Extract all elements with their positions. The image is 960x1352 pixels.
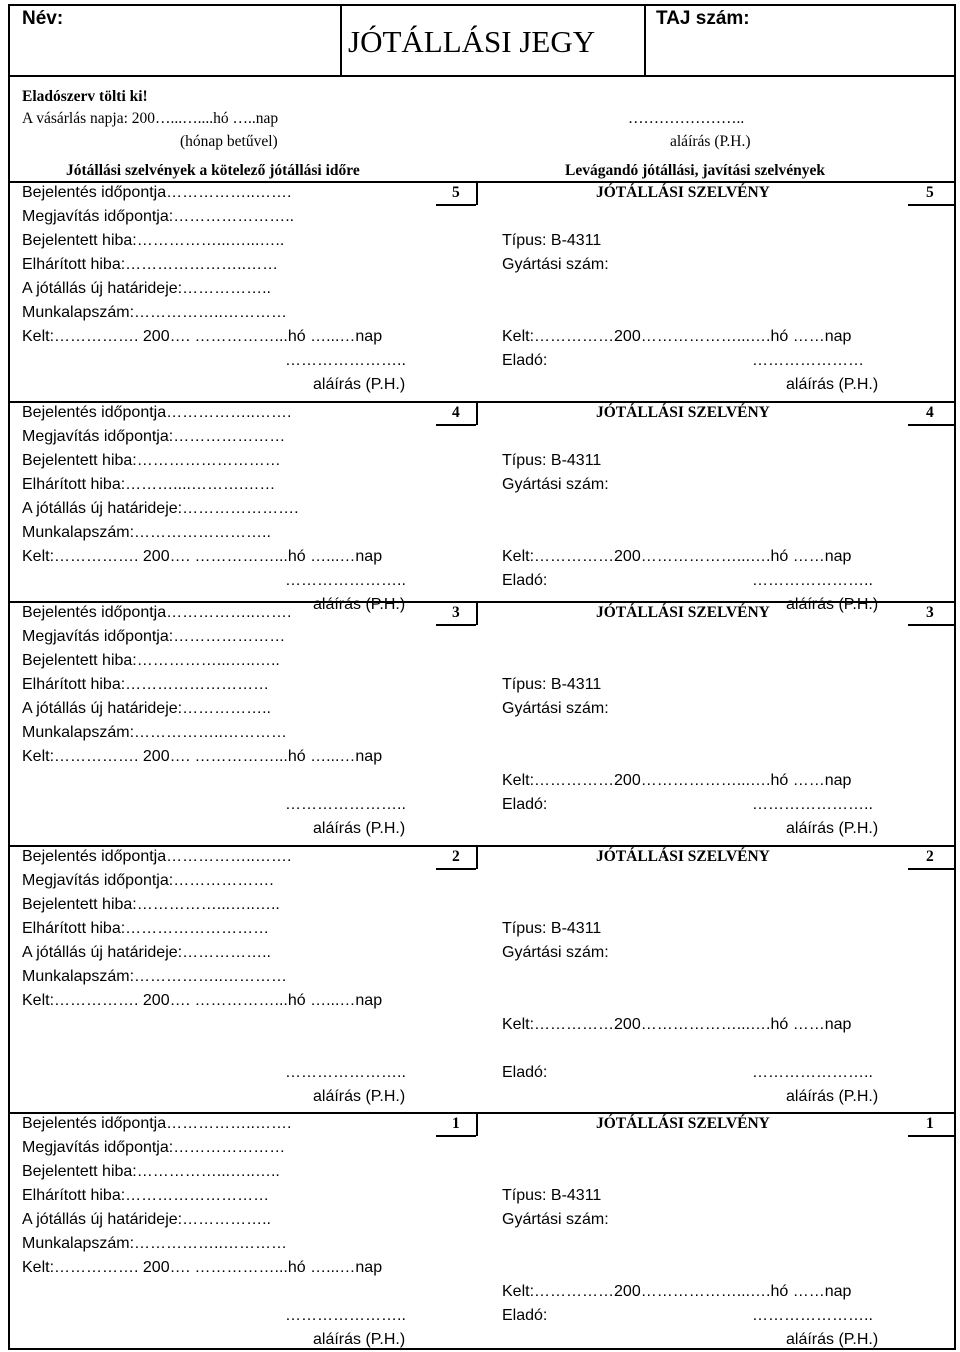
section-number-right: 2 xyxy=(926,848,934,865)
coupon-seller-dots: ………………….. xyxy=(752,796,873,813)
left-signature-label: aláírás (P.H.) xyxy=(313,376,406,393)
left-heading: Jótállási szelvények a kötelező jótállási időre xyxy=(66,162,360,179)
left-megjavitas-line: Megjavítás időpontja:………………. xyxy=(22,872,274,889)
seller-note: Eladószerv tölti ki! xyxy=(22,88,148,105)
number-box-bottom-right xyxy=(908,204,956,206)
coupon-serial-label: Gyártási szám: xyxy=(502,1211,609,1228)
left-kelt-line: Kelt:……………. 200…. ……………...hó …...…nap xyxy=(22,992,383,1009)
section-separator xyxy=(8,401,956,403)
left-bejelentes-line: Bejelentés időpontja……………..……. xyxy=(22,184,292,201)
left-hatarido-line: A jótállás új határideje:…………….. xyxy=(22,700,271,717)
coupon-seller-label: Eladó: xyxy=(502,796,548,813)
month-note: (hónap betűvel) xyxy=(180,133,278,150)
left-signature-dots: ………………….. xyxy=(285,1307,406,1324)
coupon-heading: JÓTÁLLÁSI SZELVÉNY xyxy=(596,404,770,421)
coupon-signature-label: aláírás (P.H.) xyxy=(786,1088,879,1105)
border-left xyxy=(8,4,10,1350)
header-bottom-border xyxy=(8,75,956,77)
document-title: JÓTÁLLÁSI JEGY xyxy=(348,24,596,59)
number-box-bottom-left xyxy=(436,868,476,870)
left-signature-label: aláírás (P.H.) xyxy=(313,596,406,613)
left-hatarido-line: A jótállás új határideje:…………….. xyxy=(22,944,271,961)
coupon-date-line: Kelt:……………200………………...….hó ……nap xyxy=(502,772,852,789)
left-bejelentes-line: Bejelentés időpontja……………..……. xyxy=(22,1115,292,1132)
left-bejelentett-hiba-line: Bejelentett hiba:……………...…..….. xyxy=(22,896,280,913)
section-number-left: 1 xyxy=(452,1115,460,1132)
left-bejelentes-line: Bejelentés időpontja……………..……. xyxy=(22,404,292,421)
coupon-type: Típus: B-4311 xyxy=(502,452,602,469)
coupon-serial-label: Gyártási szám: xyxy=(502,700,609,717)
left-kelt-line: Kelt:……………. 200…. ……………...hó …...…nap xyxy=(22,548,383,565)
left-kelt-line: Kelt:……………. 200…. ……………...hó …...…nap xyxy=(22,748,383,765)
left-bejelentett-hiba-line: Bejelentett hiba:……………...…..….. xyxy=(22,652,280,669)
right-heading: Levágandó jótállási, javítási szelvények xyxy=(565,162,826,179)
coupon-date-line: Kelt:……………200………………...….hó ……nap xyxy=(502,328,852,345)
section-number-right: 5 xyxy=(926,184,934,201)
coupon-serial-label: Gyártási szám: xyxy=(502,256,609,273)
left-signature-dots: ………………….. xyxy=(285,1064,406,1081)
coupon-serial-label: Gyártási szám: xyxy=(502,944,609,961)
left-megjavitas-line: Megjavítás időpontja:………………… xyxy=(22,428,286,445)
coupon-seller-label: Eladó: xyxy=(502,1064,548,1081)
name-label: Név: xyxy=(22,8,64,29)
section-number-left: 4 xyxy=(452,404,460,421)
section-separator xyxy=(8,845,956,847)
section-number-left: 5 xyxy=(452,184,460,201)
number-box-bottom-left xyxy=(436,204,476,206)
coupon-seller-dots: ………………….. xyxy=(752,1307,873,1324)
coupon-seller-dots: ………………….. xyxy=(752,1064,873,1081)
left-munkalapszam-line: Munkalapszám:……………..………… xyxy=(22,968,287,985)
left-munkalapszam-line: Munkalapszám:……………..………… xyxy=(22,1235,287,1252)
section-number-right: 3 xyxy=(926,604,934,621)
header-divider-1 xyxy=(340,4,342,76)
coupon-serial-label: Gyártási szám: xyxy=(502,476,609,493)
section-separator xyxy=(8,601,956,603)
section-separator xyxy=(8,181,956,183)
coupon-signature-label: aláírás (P.H.) xyxy=(786,1331,879,1348)
left-elharitott-hiba-line: Elhárított hiba:……………………… xyxy=(22,920,270,937)
left-signature-dots: ………………….. xyxy=(285,352,406,369)
left-megjavitas-line: Megjavítás időpontja:………………… xyxy=(22,1139,286,1156)
left-signature-label: aláírás (P.H.) xyxy=(313,1331,406,1348)
left-hatarido-line: A jótállás új határideje:…………….. xyxy=(22,280,271,297)
coupon-type: Típus: B-4311 xyxy=(502,676,602,693)
number-box-divider xyxy=(476,181,478,205)
coupon-heading: JÓTÁLLÁSI SZELVÉNY xyxy=(596,848,770,865)
number-box-divider xyxy=(476,1112,478,1136)
coupon-date-line: Kelt:……………200………………...….hó ……nap xyxy=(502,1283,852,1300)
left-megjavitas-line: Megjavítás időpontja:………………… xyxy=(22,628,286,645)
coupon-seller-label: Eladó: xyxy=(502,352,548,369)
coupon-heading: JÓTÁLLÁSI SZELVÉNY xyxy=(596,184,770,201)
coupon-heading: JÓTÁLLÁSI SZELVÉNY xyxy=(596,1115,770,1132)
coupon-date-line: Kelt:……………200………………...….hó ……nap xyxy=(502,548,852,565)
number-box-bottom-right xyxy=(908,868,956,870)
taj-label: TAJ szám: xyxy=(656,8,750,29)
section-number-left: 2 xyxy=(452,848,460,865)
purchase-date-line: A vásárlás napja: 200…...…....hó …..nap xyxy=(22,110,279,127)
number-box-bottom-right xyxy=(908,1135,956,1137)
number-box-bottom-left xyxy=(436,1135,476,1137)
number-box-bottom-left xyxy=(436,424,476,426)
section-number-right: 4 xyxy=(926,404,934,421)
left-bejelentett-hiba-line: Bejelentett hiba:……………...…...….. xyxy=(22,232,285,249)
number-box-divider xyxy=(476,401,478,425)
left-bejelentett-hiba-line: Bejelentett hiba:……………...…..….. xyxy=(22,1163,280,1180)
left-signature-label: aláírás (P.H.) xyxy=(313,1088,406,1105)
number-box-divider xyxy=(476,601,478,625)
left-kelt-line: Kelt:……………. 200…. ……………...hó …...…nap xyxy=(22,328,383,345)
coupon-seller-label: Eladó: xyxy=(502,572,548,589)
left-elharitott-hiba-line: Elhárított hiba:……………………… xyxy=(22,676,270,693)
section-number-left: 3 xyxy=(452,604,460,621)
coupon-signature-label: aláírás (P.H.) xyxy=(786,596,879,613)
left-signature-dots: ………………….. xyxy=(285,796,406,813)
coupon-signature-label: aláírás (P.H.) xyxy=(786,376,879,393)
section-number-right: 1 xyxy=(926,1115,934,1132)
left-bejelentes-line: Bejelentés időpontja……………..……. xyxy=(22,604,292,621)
left-hatarido-line: A jótállás új határideje:…………….. xyxy=(22,1211,271,1228)
left-megjavitas-line: Megjavítás időpontja:………………….. xyxy=(22,208,295,225)
number-box-bottom-left xyxy=(436,624,476,626)
number-box-divider xyxy=(476,845,478,869)
number-box-bottom-right xyxy=(908,424,956,426)
coupon-seller-dots: ………………….. xyxy=(752,572,873,589)
intro-signature-dots: ………………….. xyxy=(628,110,745,127)
left-munkalapszam-line: Munkalapszám:……………..………… xyxy=(22,304,287,321)
left-elharitott-hiba-line: Elhárított hiba:………....……….…… xyxy=(22,476,276,493)
coupon-type: Típus: B-4311 xyxy=(502,1187,602,1204)
left-munkalapszam-line: Munkalapszám:……………..………… xyxy=(22,724,287,741)
left-bejelentett-hiba-line: Bejelentett hiba:……………………… xyxy=(22,452,281,469)
top-border xyxy=(8,4,956,6)
number-box-bottom-right xyxy=(908,624,956,626)
left-bejelentes-line: Bejelentés időpontja……………..……. xyxy=(22,848,292,865)
coupon-heading: JÓTÁLLÁSI SZELVÉNY xyxy=(596,604,770,621)
left-elharitott-hiba-line: Elhárított hiba:……………………… xyxy=(22,1187,270,1204)
left-munkalapszam-line: Munkalapszám:…………………….. xyxy=(22,524,271,541)
left-elharitott-hiba-line: Elhárított hiba:…………………..…… xyxy=(22,256,279,273)
coupon-date-line: Kelt:……………200………………...….hó ……nap xyxy=(502,1016,852,1033)
left-kelt-line: Kelt:……………. 200…. ……………...hó …...…nap xyxy=(22,1259,383,1276)
coupon-signature-label: aláírás (P.H.) xyxy=(786,820,879,837)
intro-signature-label: aláírás (P.H.) xyxy=(670,133,751,150)
left-signature-dots: ………………….. xyxy=(285,572,406,589)
coupon-seller-dots: ………………… xyxy=(752,352,864,369)
left-hatarido-line: A jótállás új határideje:…………………. xyxy=(22,500,299,517)
left-signature-label: aláírás (P.H.) xyxy=(313,820,406,837)
header-divider-2 xyxy=(644,4,646,76)
section-separator xyxy=(8,1112,956,1114)
coupon-seller-label: Eladó: xyxy=(502,1307,548,1324)
coupon-type: Típus: B-4311 xyxy=(502,920,602,937)
coupon-type: Típus: B-4311 xyxy=(502,232,602,249)
